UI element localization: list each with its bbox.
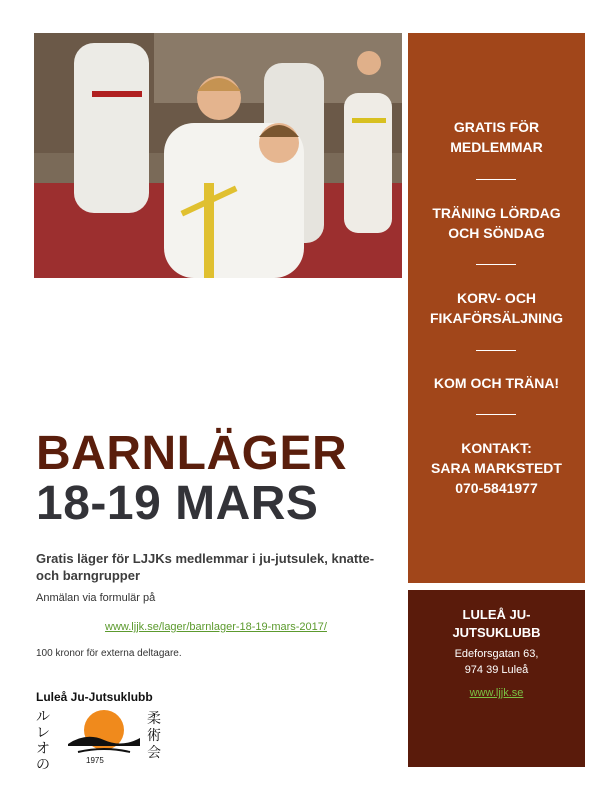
page-title: BARNLÄGER (36, 427, 348, 480)
sidebar-text: KONTAKT: (461, 440, 532, 456)
sidebar-divider (476, 179, 516, 180)
sidebar-item-come (408, 373, 585, 393)
signup-text: Anmälan via formulär på (36, 592, 156, 604)
logo-year: 1975 (86, 756, 104, 765)
sidebar-text: FIKAFÖRSÄLJNING (430, 310, 563, 326)
logo-title: Luleå Ju-Jutsuklubb (36, 690, 153, 704)
club-name-line: LULEÅ JU- (462, 607, 531, 622)
signup-link[interactable]: www.ljjk.se/lager/barnlager-18-19-mars-2017/ (105, 621, 327, 633)
sidebar-text: SARA MARKSTEDT (431, 460, 562, 476)
sidebar-item-training (408, 203, 585, 243)
event-description: Gratis läger för LJJKs medlemmar i ju-jutsulek, knatte- och barngrupper (36, 551, 375, 583)
club-website-link[interactable]: www.ljjk.se (469, 687, 524, 699)
club-name (408, 606, 585, 642)
hero-photo (34, 33, 402, 278)
sidebar-item-contact (408, 438, 585, 498)
sidebar-text: KORV- OCH (456, 290, 537, 306)
sidebar-divider (476, 414, 516, 415)
logo-jp-right: 柔術会 (147, 710, 161, 760)
sidebar-divider (476, 264, 516, 265)
club-info-box (408, 590, 585, 767)
page-date: 18-19 MARS (36, 477, 319, 530)
sidebar-item-free (408, 117, 585, 157)
sidebar-item-food (408, 288, 585, 328)
price-text: 100 kronor för externa deltagare. (36, 648, 182, 659)
sidebar-text: 070-5841977 (455, 480, 538, 496)
club-logo (34, 690, 174, 770)
sun-mountain-icon (64, 706, 144, 766)
judo-kids-photo-icon (34, 33, 402, 278)
sidebar-divider (476, 350, 516, 351)
info-sidebar (408, 33, 585, 583)
sidebar-text: GRATIS FÖR (453, 119, 540, 135)
logo-jp-left: ルレオの (36, 708, 50, 772)
sidebar-text: OCH SÖNDAG (448, 225, 545, 241)
sidebar-text: TRÄNING LÖRDAG (432, 205, 561, 221)
sidebar-text: MEDLEMMAR (450, 139, 543, 155)
address-line: 974 39 Luleå (464, 664, 529, 676)
club-address (408, 646, 585, 678)
club-name-line: JUTSUKLUBB (452, 625, 541, 640)
address-line: Edeforsgatan 63, (454, 648, 539, 660)
sidebar-text: KOM OCH TRÄNA! (433, 375, 560, 391)
